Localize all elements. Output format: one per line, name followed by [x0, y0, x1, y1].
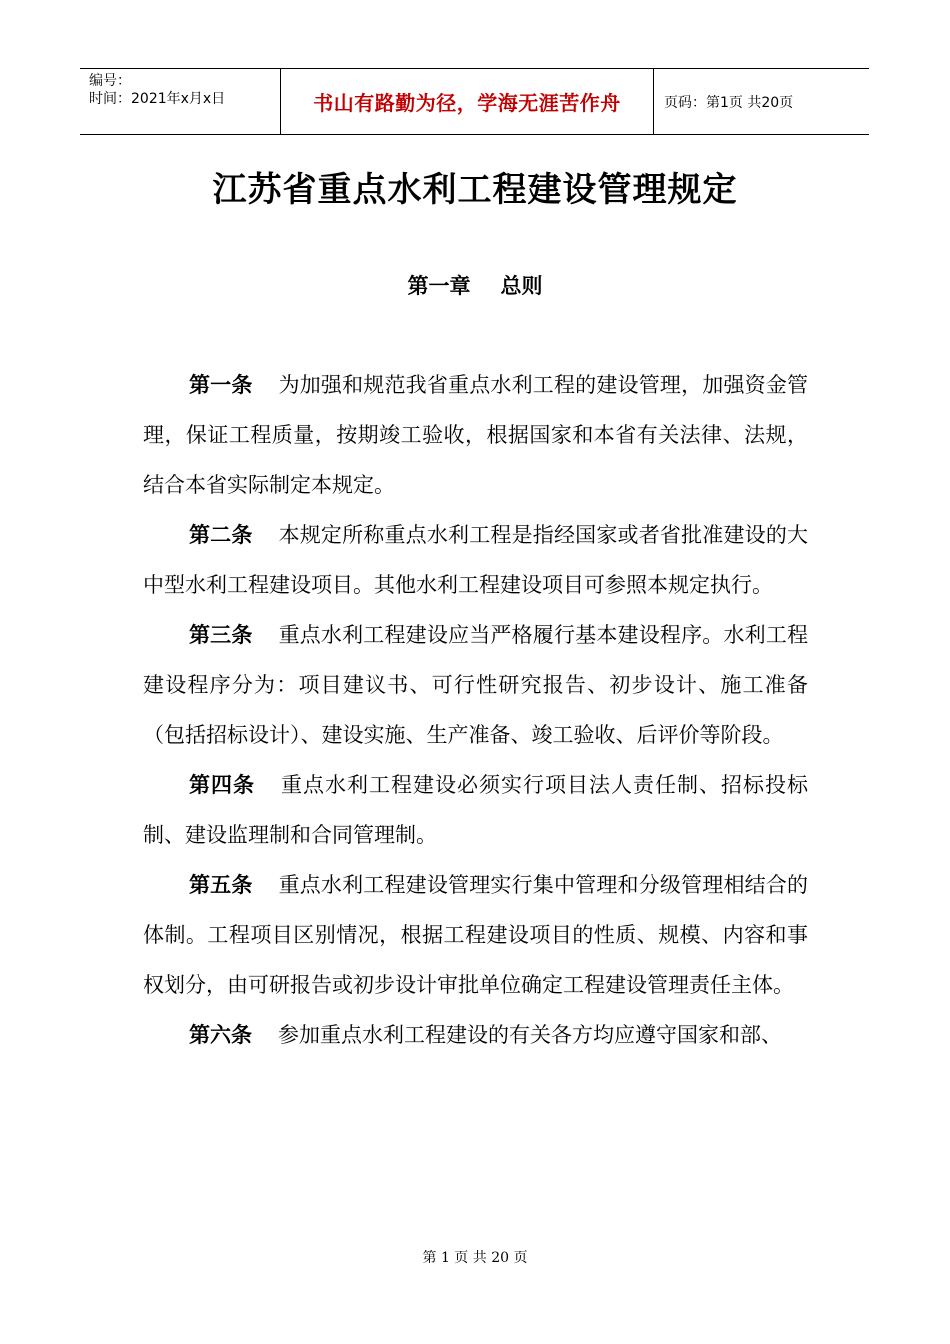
- header-page-cell: [654, 69, 869, 134]
- article-number: 第四条: [189, 773, 255, 797]
- document-body: [143, 360, 808, 1060]
- article-number: 第六条: [189, 1023, 252, 1047]
- article-6: [143, 1010, 808, 1060]
- motto-text: 书山有路勤为径，学海无涯苦作舟: [313, 91, 621, 115]
- header-meta-cell: [80, 69, 281, 134]
- article-number: 第一条: [189, 373, 253, 397]
- article-5: [143, 860, 808, 1010]
- article-text: 本规定所称重点水利工程是指经国家或者省批准建设的大中型水利工程建设项目。其他水利工程建设项目可参照本规定执行。: [143, 523, 809, 597]
- article-1: [143, 360, 808, 510]
- header-motto-cell: [281, 69, 654, 134]
- article-text: 为加强和规范我省重点水利工程的建设管理，加强资金管理，保证工程质量，按期竣工验收，根据国家和本省有关法律、法规，结合本省实际制定本规定。: [143, 373, 809, 497]
- header-table: [80, 68, 869, 135]
- article-number: 第三条: [189, 623, 253, 647]
- chapter-name: 总则: [500, 274, 543, 298]
- chapter-number: 第一章: [407, 274, 471, 298]
- article-number: 第五条: [189, 873, 253, 897]
- article-text: 参加重点水利工程建设的有关各方均应遵守国家和部、: [278, 1023, 782, 1047]
- time-label: 时间：2021年x月x日: [89, 91, 226, 107]
- document-title: 江苏省重点水利工程建设管理规定: [212, 170, 738, 210]
- article-text: 重点水利工程建设必须实行项目法人责任制、招标投标制、建设监理制和合同管理制。: [143, 773, 808, 847]
- article-4: [143, 760, 808, 860]
- chapter-heading: [0, 270, 950, 300]
- article-text: 重点水利工程建设应当严格履行基本建设程序。水利工程建设程序分为：项目建议书、可行性研究报告、初步设计、施工准备（包括招标设计）、建设实施、生产准备、竣工验收、后评价等阶段。: [143, 623, 809, 747]
- article-2: [143, 510, 808, 610]
- number-label: 编号：: [89, 73, 131, 89]
- article-number: 第二条: [189, 523, 253, 547]
- page-footer: 第 1 页 共 20 页: [422, 1250, 528, 1266]
- page-info: 页码：第1页 共20页: [664, 94, 794, 111]
- article-3: [143, 610, 808, 760]
- article-text: 重点水利工程建设管理实行集中管理和分级管理相结合的体制。工程项目区别情况，根据工程建设项目的性质、规模、内容和事权划分，由可研报告或初步设计审批单位确定工程建设管理责任主体。: [143, 873, 809, 997]
